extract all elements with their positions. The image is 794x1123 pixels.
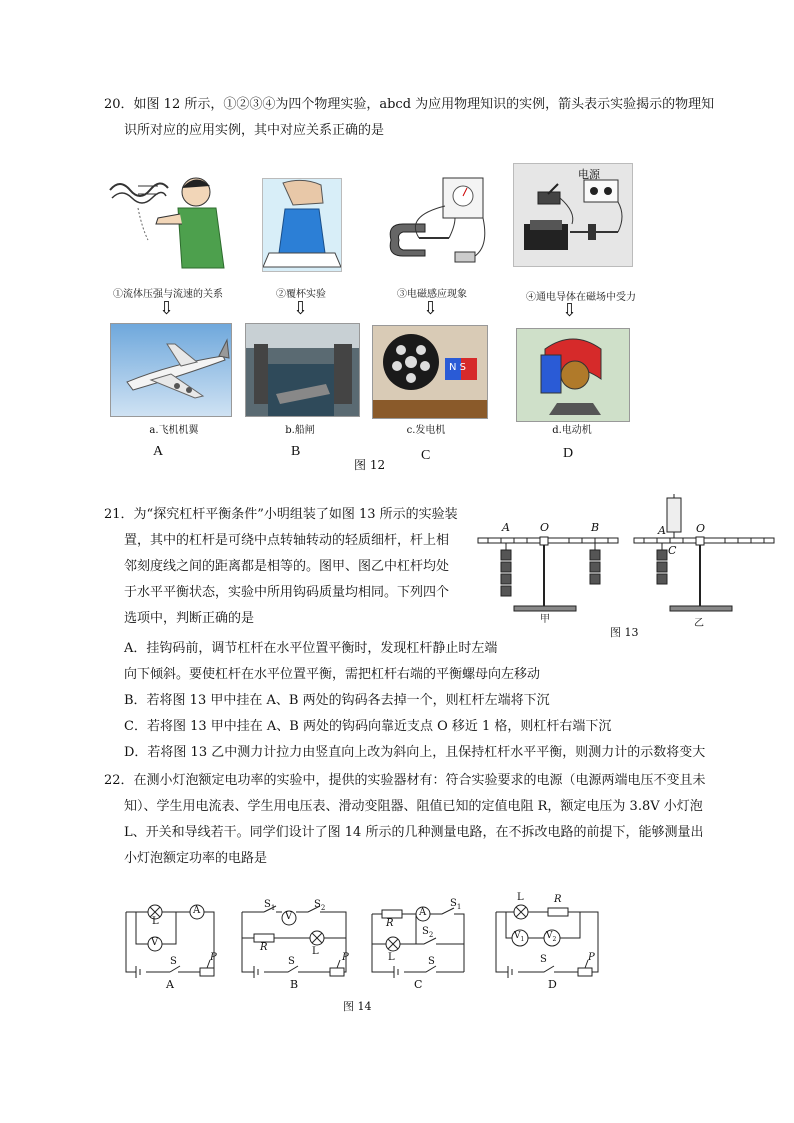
circuit-a-diagram [114,898,224,991]
circuit-c-diagram [364,898,474,991]
experiment-1-illustration [108,168,238,278]
ammeter-label: A [419,907,427,918]
application-a-caption: a.飞机机翼 [149,425,199,436]
option-b-label: B [291,444,301,459]
experiment-1-caption: ①流体压强与流速的关系 [113,289,223,300]
experiment-4-caption: ④通电导体在磁场中受力 [526,292,636,303]
q21-option-d: D．若将图 13 乙中测力计拉力由竖直向上改为斜向上，且保持杠杆水平平衡，则测力计的示数将变大 [124,745,706,760]
airplane-wing-photo [110,323,232,417]
lamp-l-label: L [517,892,524,903]
figure-14-label: 图 14 [343,1000,372,1013]
switch-s-label: S [288,956,295,967]
switch-s1-label: $S_1$ [450,898,462,911]
circuit-c-option: C [414,978,423,991]
slider-p-label: P [210,952,217,963]
voltmeter-label: V [285,911,293,922]
pivot-o2-label: O [696,522,706,535]
q21-stem-line3: 邻刻度线之间的距离都是相等的。图甲、图乙中杠杆均处 [124,559,450,574]
magnet-pole-label: N S [449,362,467,373]
down-arrow-icon: ⇩ [562,300,578,321]
electric-motor-photo [516,328,630,422]
lamp-l-label: L [388,952,395,963]
q21-option-a-line1: A．挂钩码前，调节杠杆在水平位置平衡时，发现杠杆静止时左端 [124,641,498,656]
q21-stem-line4: 于水平平衡状态，实验中所用钩码质量均相同。下列四个 [124,585,450,600]
option-c-label: C [421,448,431,463]
switch-s2-label: $S_2$ [422,926,434,939]
experiment-2-caption: ②覆杯实验 [276,289,326,300]
switch-s-label: S [540,954,547,965]
application-c-caption: c.发电机 [406,425,446,436]
switch-s-label: S [428,956,435,967]
q21-stem-line1: 21．为“探究杠杆平衡条件”小明组装了如图 13 所示的实验装 [104,507,458,522]
circuit-b-option: B [290,978,299,991]
power-source-label: 电源 [578,168,600,181]
circuit-d-option: D [548,978,557,991]
resistor-r-label: R [386,918,394,929]
point-b-label: B [591,521,600,534]
figure-13-label: 图 13 [610,626,639,639]
q22-stem-line3: L、开关和导线若干。同学们设计了图 14 所示的几种测量电路，在不拆改电路的前提下，能够测量出 [124,825,704,840]
experiment-2-illustration [262,178,342,272]
figure-13-lever-diagram [474,494,784,644]
switch-s1-label: $S_1$ [264,899,276,912]
q21-option-b: B．若将图 13 甲中挂在 A、B 两处的钩码各去掉一个，则杠杆左端将下沉 [124,693,550,708]
resistor-r-label: R [554,894,562,905]
application-b-caption: b.船闸 [285,425,315,436]
option-d-label: D [563,446,574,461]
q22-stem-line2: 知）、学生用电流表、学生用电压表、滑动变阻器、阻值已知的定值电阻 R，额定电压为 3.8V 小灯泡 [124,799,703,814]
q21-option-a-line2: 向下倾斜。要使杠杆在水平位置平衡，需把杠杆右端的平衡螺母向左移动 [124,667,541,682]
ship-lock-photo [245,323,360,417]
q22-stem-line4: 小灯泡额定功率的电路是 [124,851,268,866]
switch-s2-label: $S_2$ [314,899,326,912]
figure-yi-label: 乙 [694,618,704,629]
circuit-b-diagram [234,898,354,991]
resistor-r-label: R [260,942,268,953]
lamp-l-label: L [152,916,159,927]
experiment-3-caption: ③电磁感应现象 [397,289,467,300]
q21-option-c: C．若将图 13 甲中挂在 A、B 两处的钩码向靠近支点 O 移近 1 格，则杠杆右端下沉 [124,719,612,734]
figure-12-label: 图 12 [354,458,386,472]
generator-photo [372,325,488,419]
option-a-label: A [153,444,164,459]
experiment-3-illustration [385,176,495,276]
point-c-label: C [668,544,677,557]
q20-stem-line2: 识所对应的应用实例，其中对应关系正确的是 [124,123,385,138]
experiment-4-illustration [513,163,633,267]
q21-stem-line5: 选项中，判断正确的是 [124,611,255,626]
circuit-d-diagram [488,888,608,991]
point-a2-label: A [658,524,666,537]
voltmeter-2-label: $V_2$ [546,931,557,943]
pivot-o-label: O [540,521,550,534]
down-arrow-icon: ⇩ [159,298,175,319]
down-arrow-icon: ⇩ [423,298,439,319]
q20-stem-line1: 20．如图 12 所示，①②③④为四个物理实验，abcd 为应用物理知识的实例，箭头表示实验揭示的物理知 [104,97,715,112]
ammeter-label: A [193,905,201,916]
circuit-a-option: A [166,978,174,991]
slider-p-label: P [588,952,595,963]
figure-jia-label: 甲 [540,614,550,625]
voltmeter-label: V [151,937,159,948]
switch-s-label: S [170,956,177,967]
point-a-label: A [502,521,510,534]
q21-stem-line2: 置，其中的杠杆是可绕中点转轴转动的轻质细杆，杆上相 [124,533,450,548]
lamp-l-label: L [312,946,319,957]
down-arrow-icon: ⇩ [293,298,309,319]
application-d-caption: d.电动机 [552,425,592,436]
slider-p-label: P [342,952,349,963]
voltmeter-1-label: $V_1$ [514,931,525,943]
q22-stem-line1: 22．在测小灯泡额定电功率的实验中，提供的实验器材有：符合实验要求的电源（电源两端电压不变且未 [104,773,706,788]
